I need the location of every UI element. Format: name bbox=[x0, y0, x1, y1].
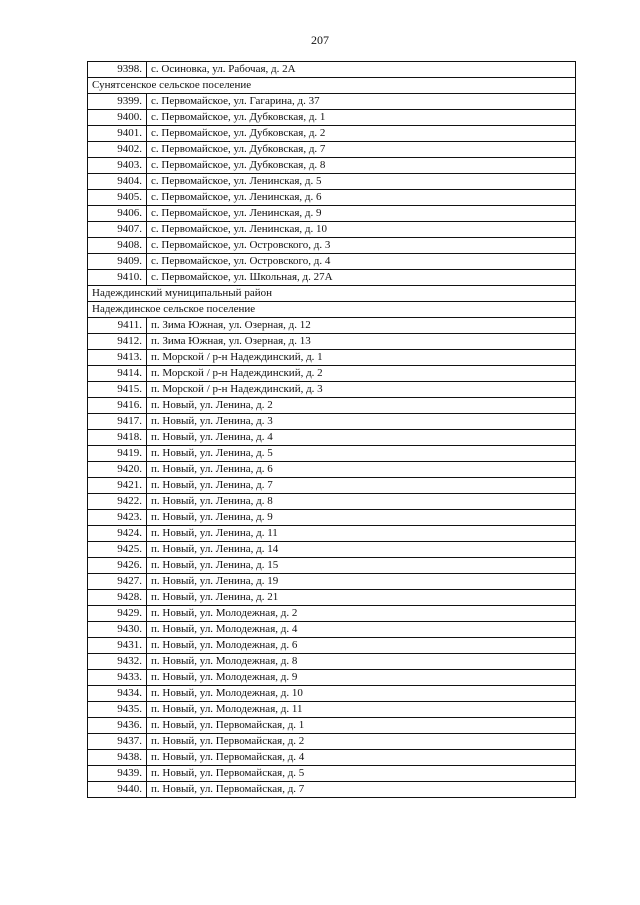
row-number: 9416. bbox=[88, 398, 147, 414]
table-row bbox=[88, 142, 576, 158]
section-header-row bbox=[88, 78, 576, 94]
row-number: 9432. bbox=[88, 654, 147, 670]
address-cell: с. Первомайское, ул. Островского, д. 4 bbox=[147, 254, 576, 270]
address-cell: п. Новый, ул. Молодежная, д. 9 bbox=[147, 670, 576, 686]
table-body bbox=[88, 62, 576, 798]
row-number: 9428. bbox=[88, 590, 147, 606]
table-row bbox=[88, 478, 576, 494]
address-cell: п. Новый, ул. Ленина, д. 4 bbox=[147, 430, 576, 446]
row-number: 9408. bbox=[88, 238, 147, 254]
row-number: 9434. bbox=[88, 686, 147, 702]
address-cell: п. Морской / р-н Надеждинский, д. 3 bbox=[147, 382, 576, 398]
table-row bbox=[88, 174, 576, 190]
row-number: 9415. bbox=[88, 382, 147, 398]
address-cell: п. Новый, ул. Ленина, д. 7 bbox=[147, 478, 576, 494]
row-number: 9429. bbox=[88, 606, 147, 622]
row-number: 9412. bbox=[88, 334, 147, 350]
row-number: 9431. bbox=[88, 638, 147, 654]
table-row bbox=[88, 318, 576, 334]
address-cell: п. Новый, ул. Ленина, д. 11 bbox=[147, 526, 576, 542]
table-row bbox=[88, 782, 576, 798]
address-cell: с. Первомайское, ул. Школьная, д. 27А bbox=[147, 270, 576, 286]
row-number: 9411. bbox=[88, 318, 147, 334]
table-row bbox=[88, 558, 576, 574]
row-number: 9436. bbox=[88, 718, 147, 734]
row-number: 9420. bbox=[88, 462, 147, 478]
address-cell: п. Новый, ул. Ленина, д. 5 bbox=[147, 446, 576, 462]
address-cell: п. Новый, ул. Ленина, д. 2 bbox=[147, 398, 576, 414]
table-row bbox=[88, 494, 576, 510]
row-number: 9406. bbox=[88, 206, 147, 222]
table-row bbox=[88, 590, 576, 606]
table-row bbox=[88, 734, 576, 750]
table-row bbox=[88, 702, 576, 718]
table-row bbox=[88, 254, 576, 270]
address-cell: с. Первомайское, ул. Островского, д. 3 bbox=[147, 238, 576, 254]
row-number: 9423. bbox=[88, 510, 147, 526]
row-number: 9427. bbox=[88, 574, 147, 590]
table-row bbox=[88, 158, 576, 174]
address-cell: п. Новый, ул. Ленина, д. 15 bbox=[147, 558, 576, 574]
row-number: 9424. bbox=[88, 526, 147, 542]
table-row bbox=[88, 638, 576, 654]
section-title: Надеждинский муниципальный район bbox=[88, 286, 576, 302]
table-row bbox=[88, 334, 576, 350]
table-row bbox=[88, 270, 576, 286]
section-header-row bbox=[88, 302, 576, 318]
address-cell: с. Первомайское, ул. Дубковская, д. 2 bbox=[147, 126, 576, 142]
address-cell: с. Первомайское, ул. Дубковская, д. 8 bbox=[147, 158, 576, 174]
address-cell: п. Новый, ул. Первомайская, д. 5 bbox=[147, 766, 576, 782]
table-row bbox=[88, 542, 576, 558]
table-row bbox=[88, 190, 576, 206]
address-cell: с. Первомайское, ул. Ленинская, д. 5 bbox=[147, 174, 576, 190]
address-cell: п. Новый, ул. Молодежная, д. 10 bbox=[147, 686, 576, 702]
table-row bbox=[88, 238, 576, 254]
table-row bbox=[88, 526, 576, 542]
table-row bbox=[88, 446, 576, 462]
address-cell: п. Новый, ул. Ленина, д. 3 bbox=[147, 414, 576, 430]
row-number: 9440. bbox=[88, 782, 147, 798]
row-number: 9422. bbox=[88, 494, 147, 510]
table-row bbox=[88, 222, 576, 238]
table-row bbox=[88, 62, 576, 78]
page-number: 207 bbox=[311, 33, 329, 47]
address-cell: с. Первомайское, ул. Ленинская, д. 10 bbox=[147, 222, 576, 238]
row-number: 9400. bbox=[88, 110, 147, 126]
table-row bbox=[88, 574, 576, 590]
table-row bbox=[88, 430, 576, 446]
address-cell: с. Первомайское, ул. Ленинская, д. 9 bbox=[147, 206, 576, 222]
address-cell: п. Новый, ул. Молодежная, д. 2 bbox=[147, 606, 576, 622]
row-number: 9439. bbox=[88, 766, 147, 782]
table-row bbox=[88, 126, 576, 142]
section-header-row bbox=[88, 286, 576, 302]
row-number: 9405. bbox=[88, 190, 147, 206]
table-row bbox=[88, 462, 576, 478]
row-number: 9426. bbox=[88, 558, 147, 574]
row-number: 9430. bbox=[88, 622, 147, 638]
row-number: 9401. bbox=[88, 126, 147, 142]
table-row bbox=[88, 670, 576, 686]
address-cell: п. Новый, ул. Первомайская, д. 4 bbox=[147, 750, 576, 766]
table-row bbox=[88, 414, 576, 430]
row-number: 9418. bbox=[88, 430, 147, 446]
table-row bbox=[88, 382, 576, 398]
table-row bbox=[88, 510, 576, 526]
address-cell: с. Первомайское, ул. Ленинская, д. 6 bbox=[147, 190, 576, 206]
table-row bbox=[88, 350, 576, 366]
row-number: 9410. bbox=[88, 270, 147, 286]
section-title: Сунятсенское сельское поселение bbox=[88, 78, 576, 94]
row-number: 9421. bbox=[88, 478, 147, 494]
address-cell: п. Морской / р-н Надеждинский, д. 1 bbox=[147, 350, 576, 366]
row-number: 9438. bbox=[88, 750, 147, 766]
section-title: Надеждинское сельское поселение bbox=[88, 302, 576, 318]
row-number: 9417. bbox=[88, 414, 147, 430]
table-row bbox=[88, 686, 576, 702]
table-row bbox=[88, 622, 576, 638]
address-cell: с. Первомайское, ул. Дубковская, д. 7 bbox=[147, 142, 576, 158]
table-row bbox=[88, 766, 576, 782]
table-row bbox=[88, 654, 576, 670]
row-number: 9414. bbox=[88, 366, 147, 382]
row-number: 9437. bbox=[88, 734, 147, 750]
address-cell: п. Новый, ул. Молодежная, д. 4 bbox=[147, 622, 576, 638]
address-cell: п. Новый, ул. Первомайская, д. 1 bbox=[147, 718, 576, 734]
table-row bbox=[88, 206, 576, 222]
address-cell: с. Первомайское, ул. Гагарина, д. 37 bbox=[147, 94, 576, 110]
address-cell: п. Новый, ул. Молодежная, д. 6 bbox=[147, 638, 576, 654]
row-number: 9433. bbox=[88, 670, 147, 686]
row-number: 9404. bbox=[88, 174, 147, 190]
address-cell: п. Зима Южная, ул. Озерная, д. 12 bbox=[147, 318, 576, 334]
address-registry-table bbox=[87, 61, 576, 798]
address-cell: п. Новый, ул. Ленина, д. 8 bbox=[147, 494, 576, 510]
table-row bbox=[88, 718, 576, 734]
address-cell: п. Новый, ул. Молодежная, д. 8 bbox=[147, 654, 576, 670]
row-number: 9435. bbox=[88, 702, 147, 718]
address-cell: с. Осиновка, ул. Рабочая, д. 2А bbox=[147, 62, 576, 78]
row-number: 9413. bbox=[88, 350, 147, 366]
table-row bbox=[88, 606, 576, 622]
table-row bbox=[88, 398, 576, 414]
row-number: 9399. bbox=[88, 94, 147, 110]
table-row bbox=[88, 366, 576, 382]
address-cell: с. Первомайское, ул. Дубковская, д. 1 bbox=[147, 110, 576, 126]
address-cell: п. Зима Южная, ул. Озерная, д. 13 bbox=[147, 334, 576, 350]
address-cell: п. Морской / р-н Надеждинский, д. 2 bbox=[147, 366, 576, 382]
table-row bbox=[88, 110, 576, 126]
address-cell: п. Новый, ул. Ленина, д. 6 bbox=[147, 462, 576, 478]
row-number: 9407. bbox=[88, 222, 147, 238]
table-row bbox=[88, 750, 576, 766]
address-cell: п. Новый, ул. Первомайская, д. 2 bbox=[147, 734, 576, 750]
row-number: 9402. bbox=[88, 142, 147, 158]
address-cell: п. Новый, ул. Первомайская, д. 7 bbox=[147, 782, 576, 798]
row-number: 9425. bbox=[88, 542, 147, 558]
address-cell: п. Новый, ул. Ленина, д. 9 bbox=[147, 510, 576, 526]
row-number: 9403. bbox=[88, 158, 147, 174]
row-number: 9419. bbox=[88, 446, 147, 462]
address-cell: п. Новый, ул. Молодежная, д. 11 bbox=[147, 702, 576, 718]
table-row bbox=[88, 94, 576, 110]
address-cell: п. Новый, ул. Ленина, д. 21 bbox=[147, 590, 576, 606]
address-cell: п. Новый, ул. Ленина, д. 19 bbox=[147, 574, 576, 590]
address-cell: п. Новый, ул. Ленина, д. 14 bbox=[147, 542, 576, 558]
row-number: 9398. bbox=[88, 62, 147, 78]
row-number: 9409. bbox=[88, 254, 147, 270]
